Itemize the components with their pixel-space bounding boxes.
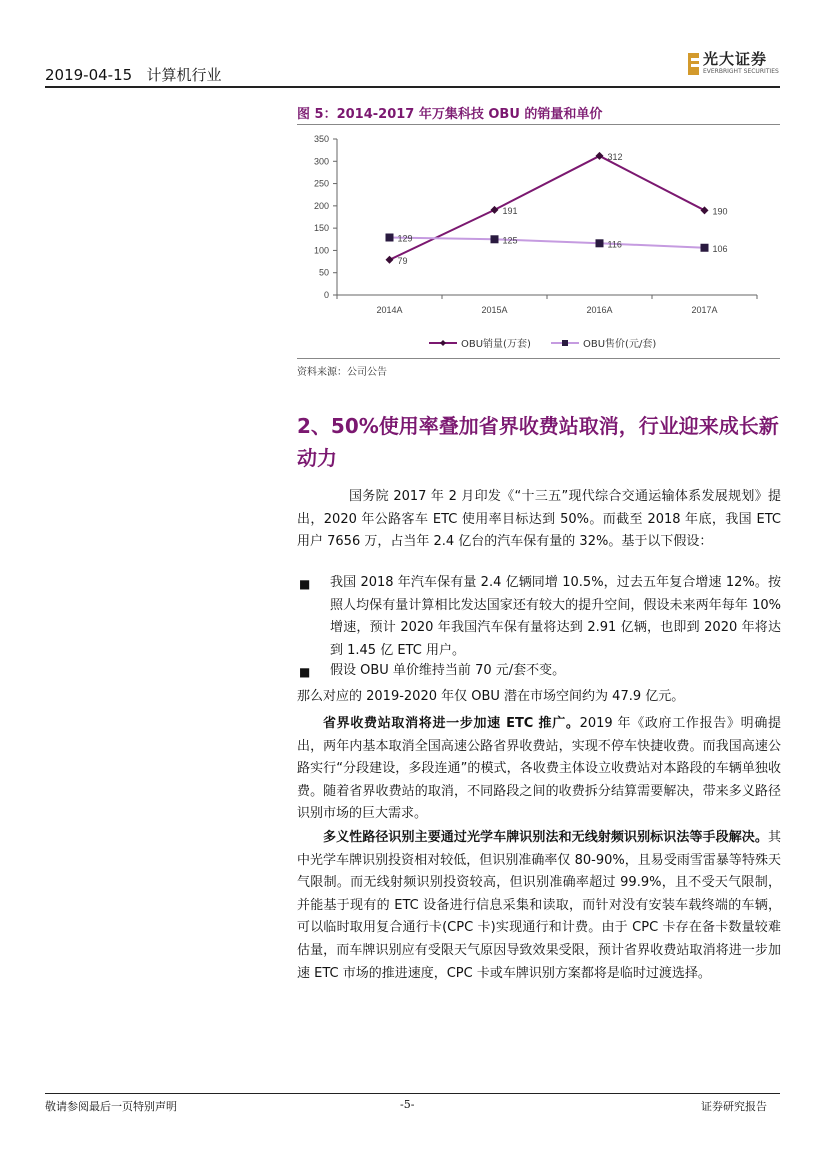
- data-point: [596, 152, 604, 160]
- footer-disclaimer: 敬请参阅最后一页特别声明: [45, 1100, 177, 1113]
- paragraph-4-body: 其中光学车牌识别投资相对较低，但识别准确率仅 80-90%，且易受雨雪雷暴等特殊天气限制。而无线射频识别投资较高，但识别准确率超过 99.9%，且不受天气限制，并能基于现有的 ETC 设备进行信息采集和读取，而针对没有安装车载终端的车辆，可以临时取用复合通行卡(CPC 卡)实现通行和计费。由于 CPC 卡存在备卡数量较难估量，而车牌识别应有受限天气原因导致效果受限，预计省界收费站取消将进一步加速 ETC 市场的推进速度，CPC 卡或车牌识别方案都将是临时过渡选择。: [297, 830, 781, 981]
- y-tick-label: 0: [323, 290, 329, 300]
- paragraph-3: [297, 713, 781, 826]
- x-tick-label: 2014A: [376, 305, 403, 315]
- data-label: 125: [502, 235, 518, 246]
- footer-rule: [45, 1093, 780, 1094]
- legend-marker: [440, 340, 446, 346]
- series-line: [390, 156, 705, 260]
- report-date: 2019-04-15: [45, 66, 133, 84]
- data-point: [386, 234, 394, 242]
- bullet-item-1: 我国 2018 年汽车保有量 2.4 亿辆同增 10.5%，过去五年复合增速 12%。按照人均保有量计算相比发达国家还有较大的提升空间，假设未来两年每年 10%增速，预计 2020 年我国汽车保有量将达到 2.91 亿辆，也即到 2020 年将达到 1.45 亿 ETC 用户。: [330, 575, 781, 658]
- section-heading: 2、50%使用率叠加省界收费站取消，行业迎来成长新动力: [297, 414, 779, 470]
- data-label: 312: [607, 151, 623, 162]
- series-line: [390, 238, 705, 248]
- data-label: 190: [712, 206, 728, 217]
- x-tick-label: 2016A: [586, 305, 613, 315]
- y-tick-label: 200: [313, 200, 329, 211]
- paragraph-2: 那么对应的 2019-2020 年仅 OBU 潜在市场空间约为 47.9 亿元。: [297, 689, 685, 704]
- paragraph-3-body: 2019 年《政府工作报告》明确提出，两年内基本取消全国高速公路省界收费站，实现不停车快捷收费。而我国高速公路实行“分段建设，多段连通”的模式，各收费主体设立收费站对本路段的车辆单独收费。随着省界收费站的取消，不同路段之间的收费拆分结算需要解决，带来多义路径识别市场的巨大需求。: [297, 716, 782, 822]
- header-rule: [45, 86, 780, 88]
- paragraph-4: [297, 827, 781, 985]
- everbright-logo: [688, 52, 779, 75]
- data-point: [596, 239, 604, 247]
- logo-icon: [688, 53, 699, 75]
- data-label: 191: [502, 205, 518, 216]
- footer-report-type: 证券研究报告: [701, 1100, 767, 1113]
- figure-top-rule: [297, 124, 780, 125]
- obu-chart: [297, 127, 780, 357]
- y-tick-label: 150: [313, 223, 329, 234]
- y-tick-label: 250: [313, 178, 329, 189]
- x-tick-label: 2015A: [481, 305, 508, 315]
- paragraph-4-lead: 多义性路径识别主要通过光学车牌识别法和无线射频识别标识法等手段解决。: [323, 830, 768, 845]
- logo-cn: 光大证券: [703, 50, 768, 68]
- bullet-square-icon: ■: [299, 577, 311, 591]
- data-label: 116: [607, 239, 622, 250]
- bullet-item-2: 假设 OBU 单价维持当前 70 元/套不变。: [330, 663, 566, 678]
- data-point: [701, 244, 709, 252]
- y-tick-label: 350: [313, 134, 329, 144]
- data-label: 129: [397, 233, 413, 244]
- data-label: 79: [397, 255, 408, 266]
- figure-bottom-rule: [297, 358, 780, 359]
- report-date-and-industry: [45, 64, 222, 85]
- legend-marker: [562, 340, 568, 346]
- figure-source: 资料来源：公司公告: [297, 367, 387, 378]
- paragraph-3-lead: 省界收费站取消将进一步加速 ETC 推广。: [323, 716, 580, 731]
- data-label: 106: [712, 243, 728, 254]
- legend-label: OBU销量(万套): [461, 339, 531, 350]
- data-point: [701, 206, 709, 214]
- logo-en: EVERBRIGHT SECURITIES: [703, 68, 779, 75]
- page-number: -5-: [400, 1098, 415, 1111]
- y-tick-label: 100: [313, 245, 329, 256]
- legend-label: OBU售价(元/套): [583, 339, 657, 350]
- data-point: [491, 206, 499, 214]
- y-tick-label: 50: [318, 267, 329, 278]
- x-tick-label: 2017A: [691, 305, 718, 315]
- industry-label: 计算机行业: [146, 66, 222, 84]
- y-tick-label: 300: [313, 156, 329, 167]
- bullet-square-icon: ■: [299, 665, 311, 679]
- data-point: [491, 235, 499, 243]
- paragraph-1: 国务院 2017 年 2 月印发《“十三五”现代综合交通运输体系发展规划》提出，2020 年公路客车 ETC 使用率目标达到 50%。而截至 2018 年底，我国 ETC 用户 7656 万，占当年 2.4 亿台的汽车保有量的 32%。基于以下假设：: [297, 489, 781, 550]
- figure-title: 图 5：2014-2017 年万集科技 OBU 的销量和单价: [297, 107, 603, 122]
- data-point: [386, 256, 394, 264]
